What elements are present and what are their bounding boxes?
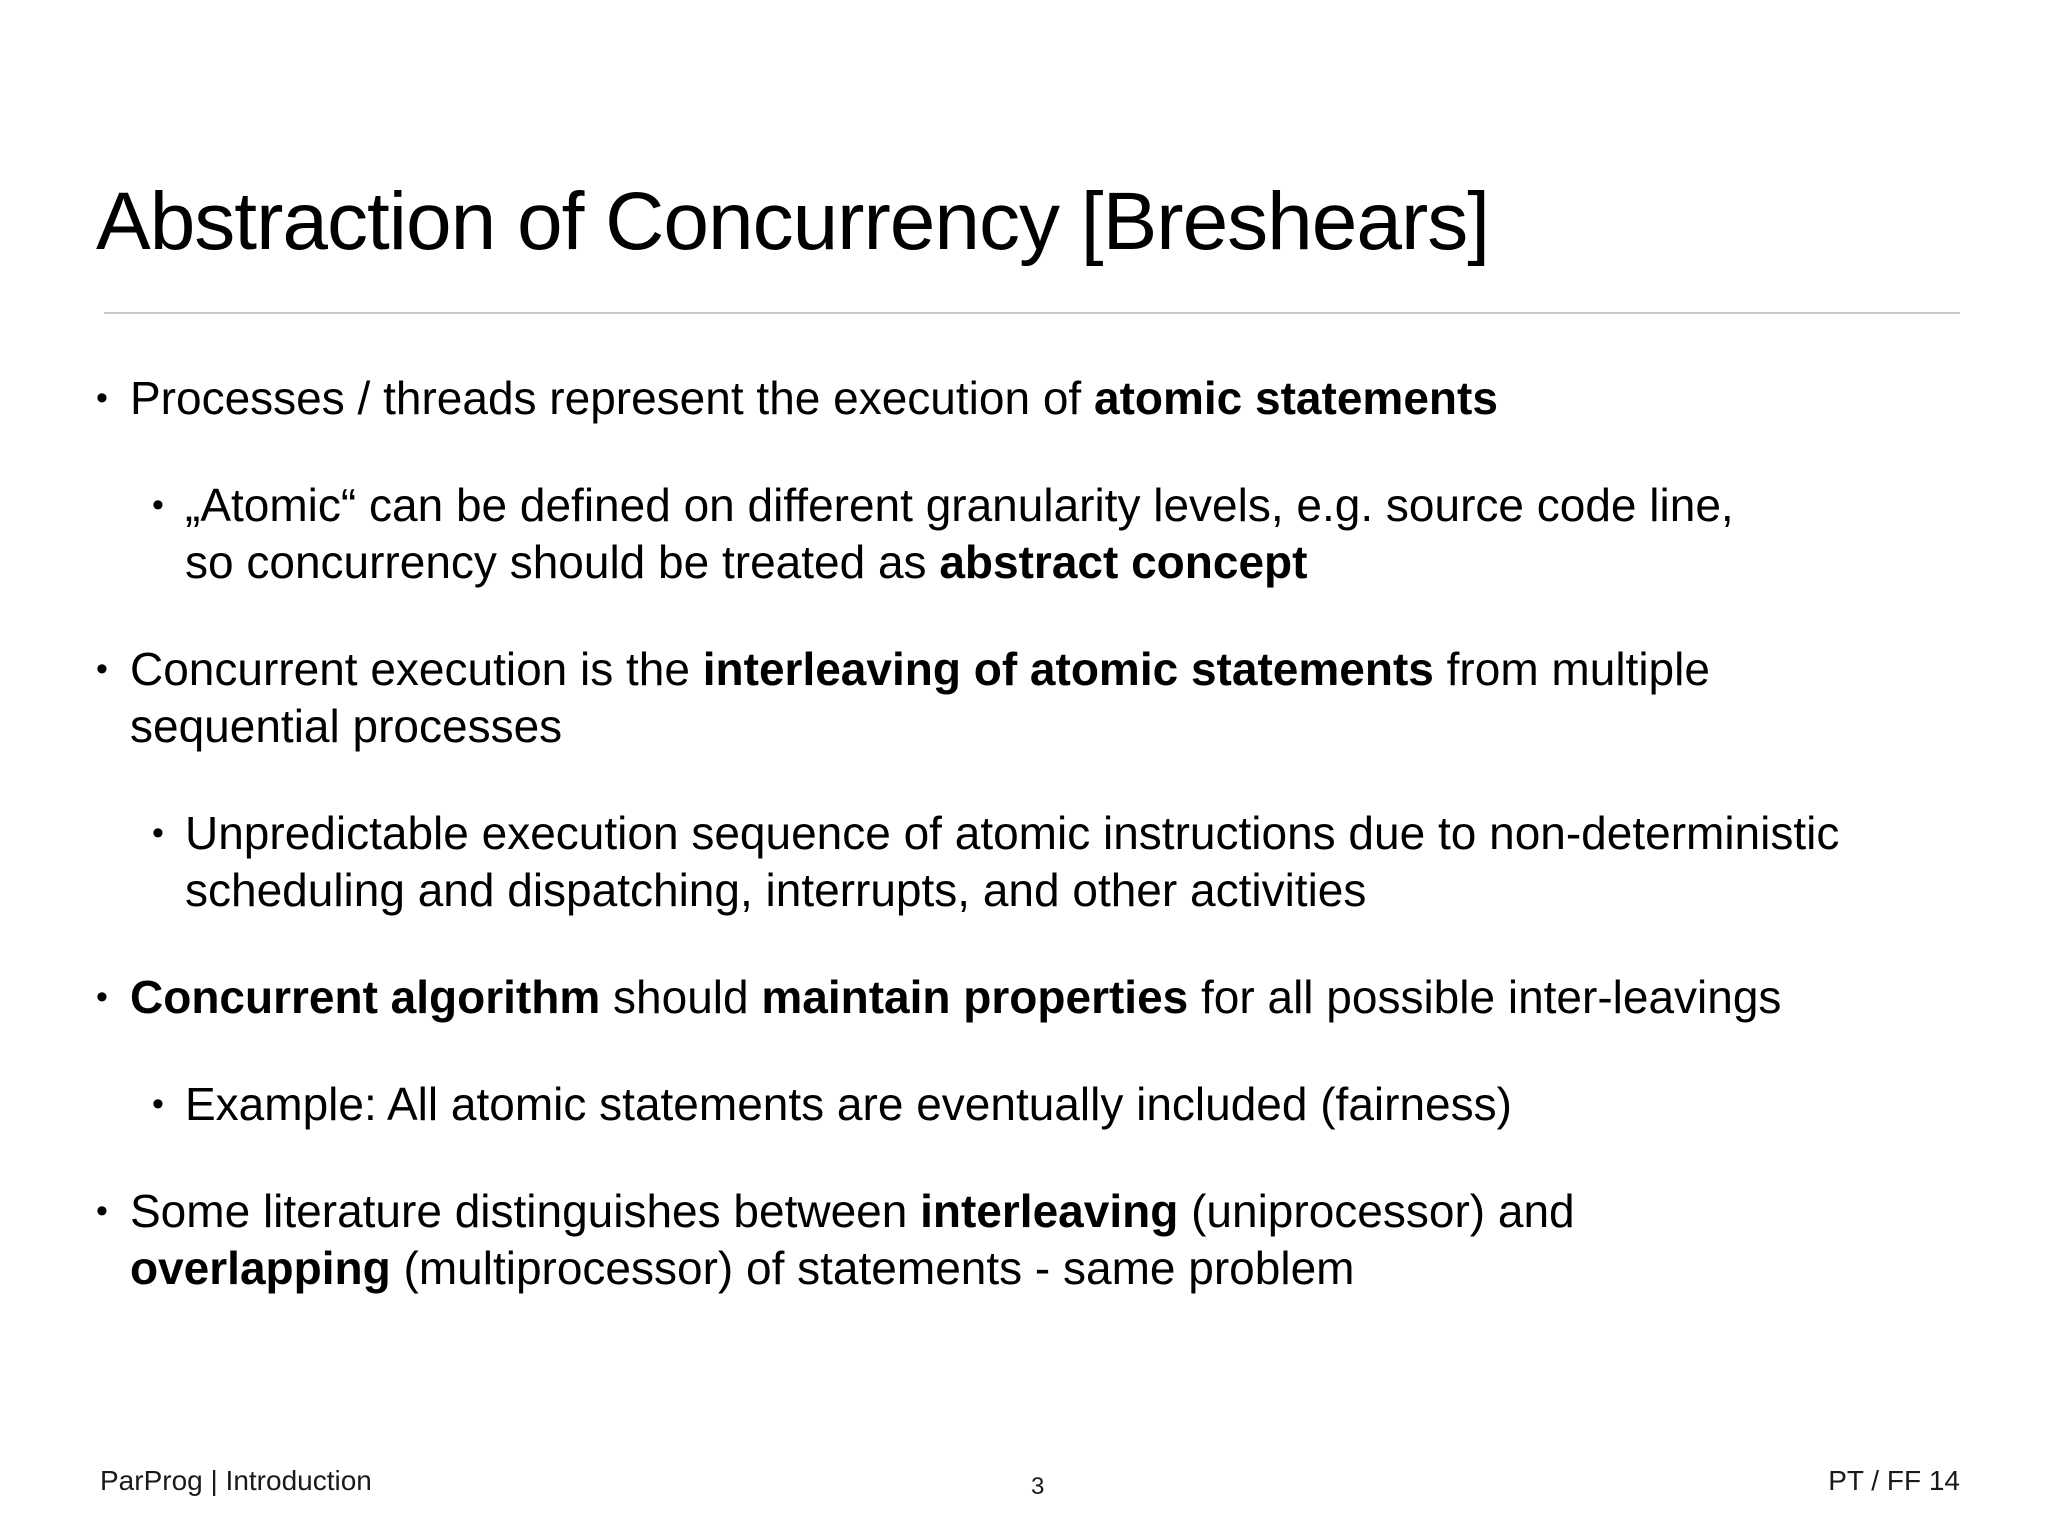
bullet-text-line: Concurrent execution is the interleaving of atomic statements from multiple bbox=[130, 643, 1710, 695]
subbullet-fairness-example bbox=[96, 1076, 1996, 1133]
bullet-dot: • bbox=[96, 978, 108, 1016]
subbullet-unpredictable-sequence bbox=[96, 805, 1996, 919]
bullet-text-line: „Atomic“ can be defined on different granularity levels, e.g. source code line, bbox=[185, 479, 1734, 531]
bullet-dot: • bbox=[96, 1192, 108, 1230]
bullet-text-line: sequential processes bbox=[130, 700, 563, 752]
bullet-atomic-statements bbox=[96, 370, 1996, 427]
bullet-text-line: scheduling and dispatching, interrupts, and other activities bbox=[185, 864, 1367, 916]
bullet-interleaving-overlapping bbox=[96, 1183, 1996, 1297]
bullet-concurrent-execution bbox=[96, 641, 1996, 755]
slide-title: Abstraction of Concurrency [Breshears] bbox=[96, 176, 1490, 267]
bullet-dot: • bbox=[152, 486, 164, 524]
footer-page-number: 3 bbox=[1031, 1473, 1045, 1500]
subbullet-atomic-granularity bbox=[96, 477, 1996, 591]
bullet-text-line: Some literature distinguishes between interleaving (uniprocessor) and bbox=[130, 1185, 1575, 1237]
bullet-text-line: so concurrency should be treated as abstract concept bbox=[185, 536, 1308, 588]
bullet-dot: • bbox=[96, 650, 108, 688]
footer-course-label: ParProg | Introduction bbox=[100, 1465, 372, 1496]
bullet-text: Processes / threads represent the execution of atomic statements bbox=[130, 372, 1498, 424]
bullet-dot: • bbox=[152, 814, 164, 852]
bullet-dot: • bbox=[96, 379, 108, 417]
footer-author-label: PT / FF 14 bbox=[1828, 1465, 1960, 1496]
title-divider bbox=[104, 312, 1960, 314]
bullet-list bbox=[96, 370, 1996, 1347]
bullet-text-line: Unpredictable execution sequence of atomic instructions due to non-deterministic bbox=[185, 807, 1840, 859]
bullet-concurrent-algorithm bbox=[96, 969, 1996, 1026]
bullet-dot: • bbox=[152, 1085, 164, 1123]
bullet-text-line: overlapping (multiprocessor) of statements - same problem bbox=[130, 1242, 1355, 1294]
bullet-text: Example: All atomic statements are eventually included (fairness) bbox=[185, 1078, 1512, 1130]
bullet-text: Concurrent algorithm should maintain properties for all possible inter-leavings bbox=[130, 971, 1782, 1023]
